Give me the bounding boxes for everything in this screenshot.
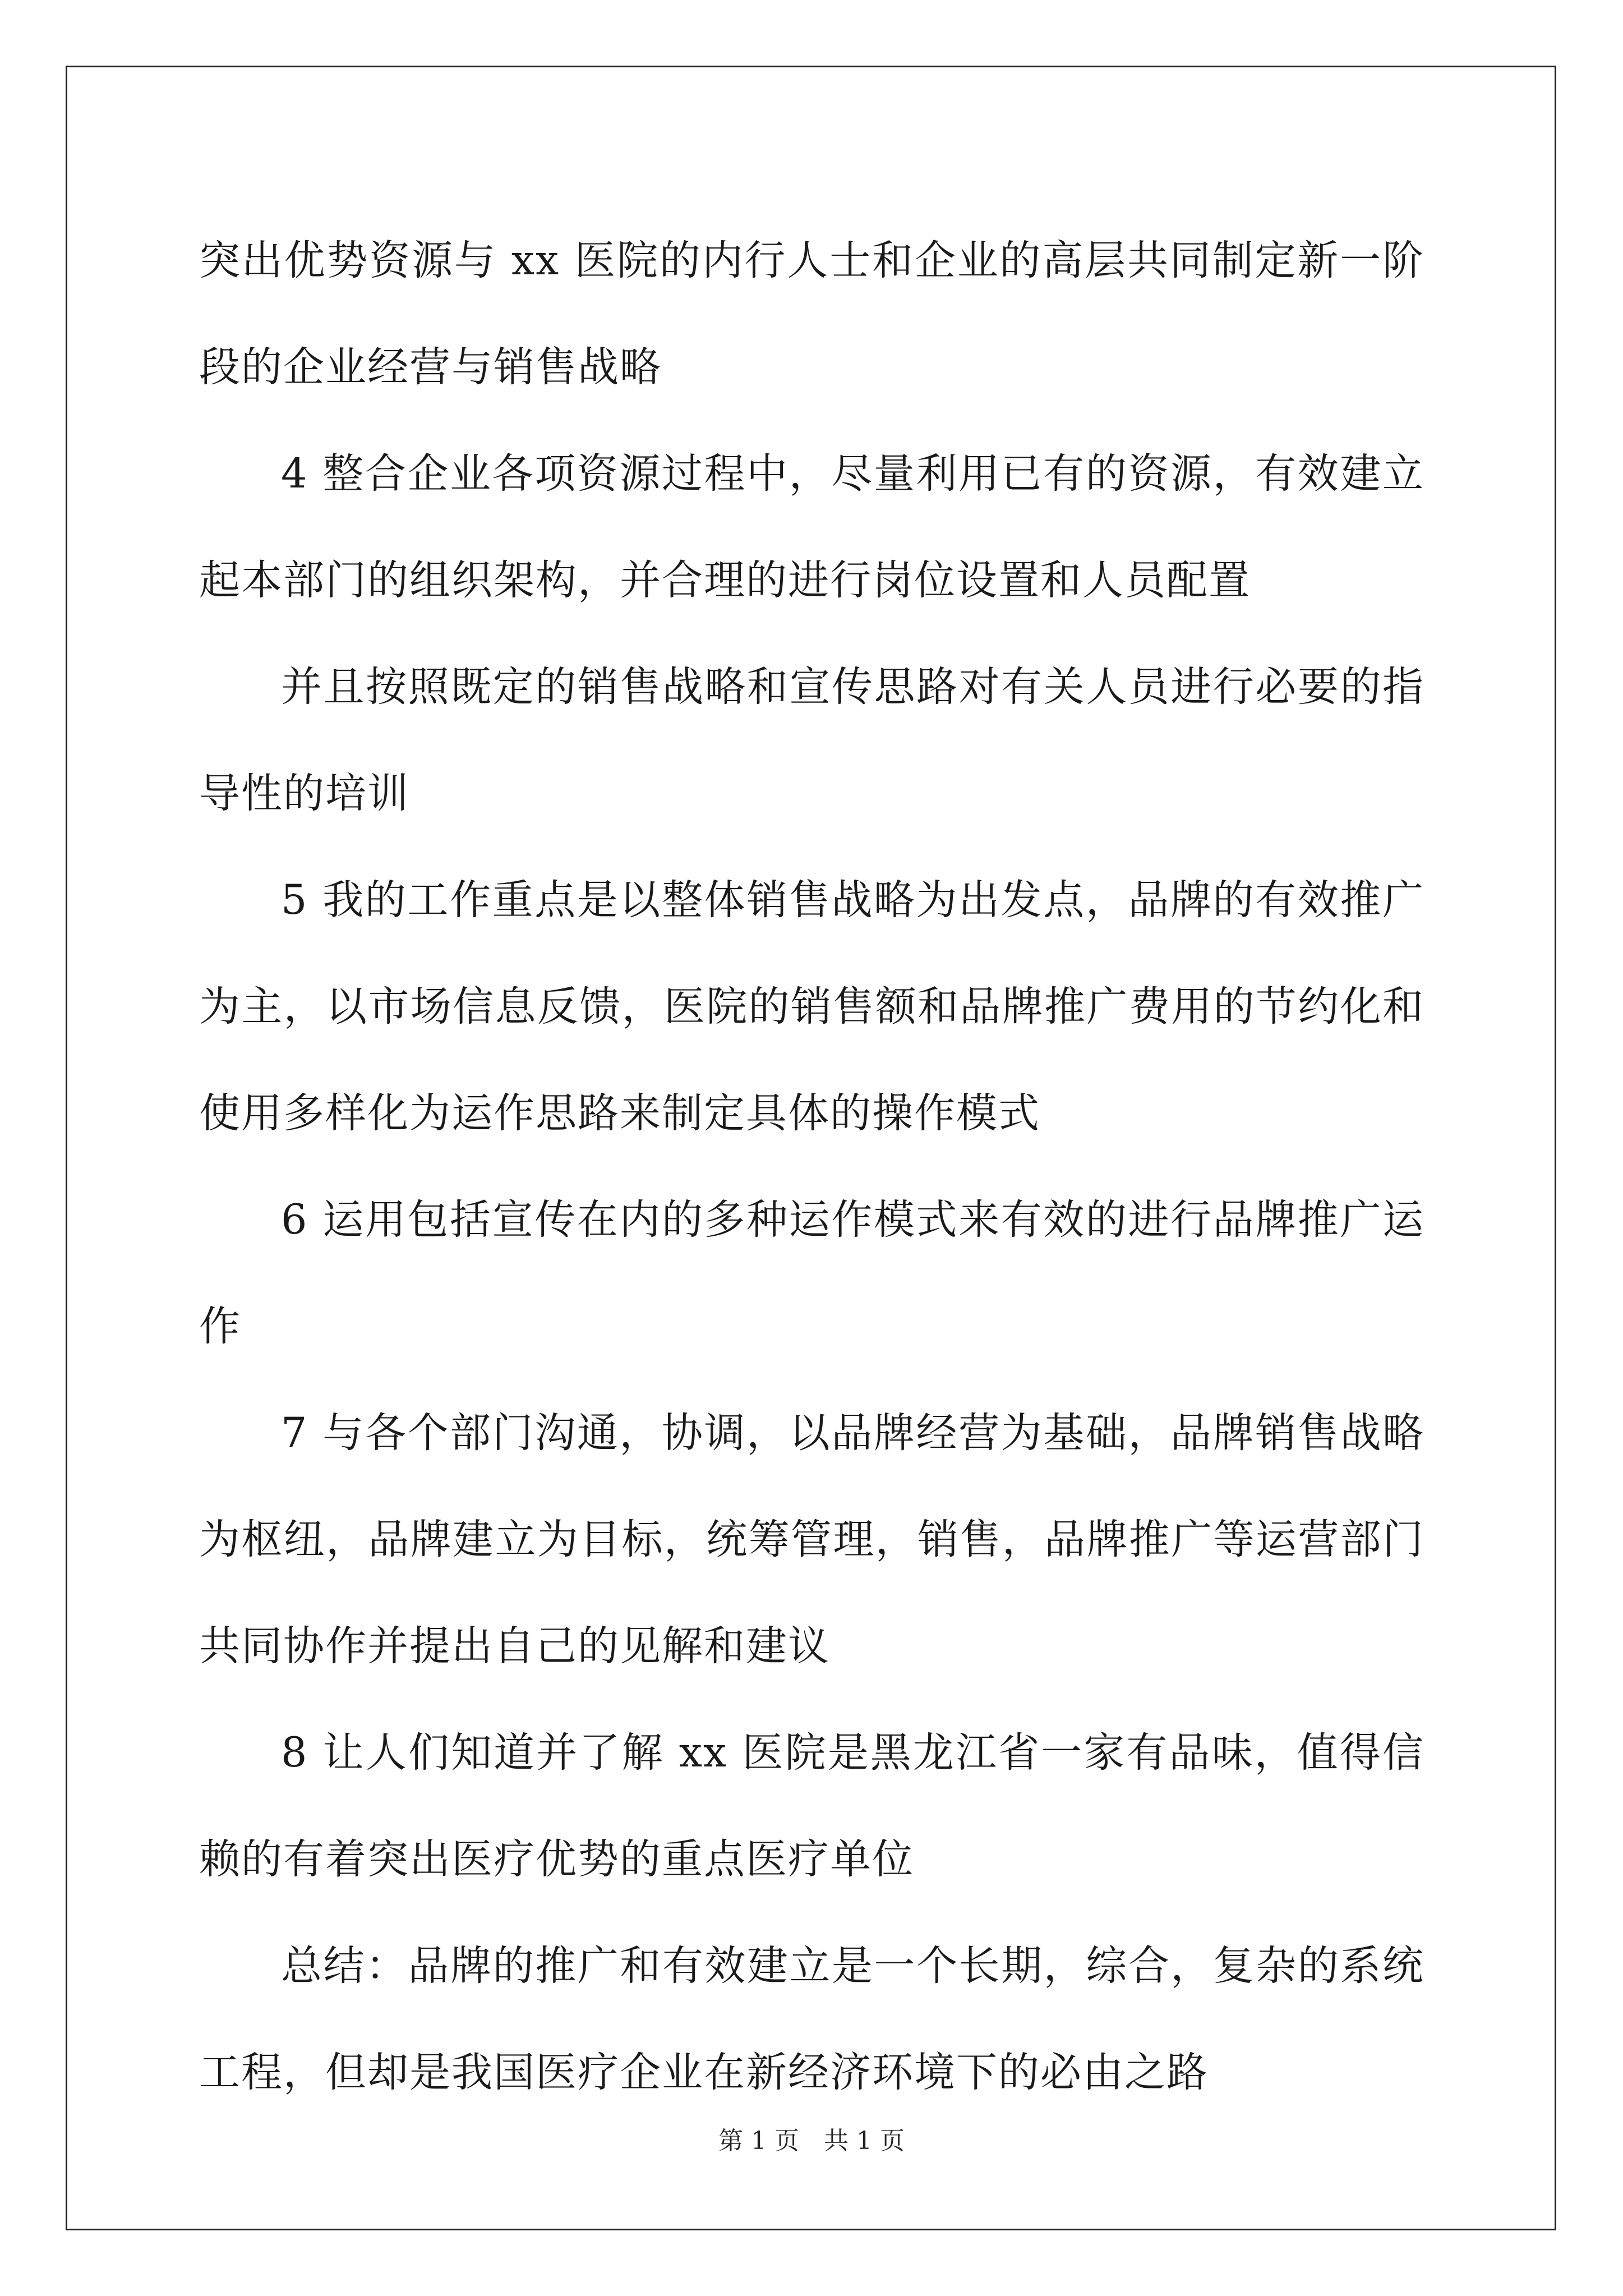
document-body — [199, 208, 1424, 2126]
paragraph-1: 突出优势资源与 xx 医院的内行人士和企业的高层共同制定新一阶段的企业经营与销售战略 — [199, 237, 1424, 391]
paragraph-2: 4 整合企业各项资源过程中，尽量利用已有的资源，有效建立起本部门的组织架构，并合理的进行岗位设置和人员配置 — [199, 450, 1424, 604]
paragraph-6: 7 与各个部门沟通，协调，以品牌经营为基础，品牌销售战略为枢纽，品牌建立为目标，统筹管理，销售，品牌推广等运营部门共同协作并提出自己的见解和建议 — [199, 1409, 1424, 1670]
paragraph-3: 并且按照既定的销售战略和宣传思路对有关人员进行必要的指导性的培训 — [199, 663, 1424, 817]
paragraph-7: 8 让人们知道并了解 xx 医院是黑龙江省一家有品味，值得信赖的有着突出医疗优势的重点医疗单位 — [199, 1729, 1424, 1883]
paragraph-8: 总结：品牌的推广和有效建立是一个长期，综合，复杂的系统工程，但却是我国医疗企业在新经济环境下的必由之路 — [199, 1942, 1424, 2096]
page-number-footer: 第 1 页 共 1 页 — [718, 2127, 905, 2155]
paragraph-4: 5 我的工作重点是以整体销售战略为出发点，品牌的有效推广为主，以市场信息反馈，医院的销售额和品牌推广费用的节约化和使用多样化为运作思路来制定具体的操作模式 — [199, 876, 1424, 1137]
paragraph-5: 6 运用包括宣传在内的多种运作模式来有效的进行品牌推广运作 — [199, 1196, 1424, 1350]
